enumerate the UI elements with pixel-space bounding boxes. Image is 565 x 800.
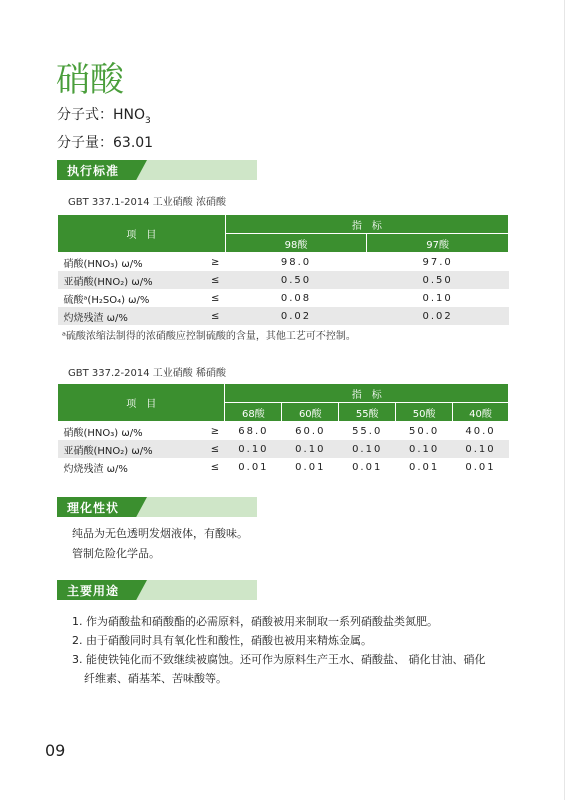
list-item: 1. 作为硝酸盐和硝酸酯的必需原料，硝酸被用来制取一系列硝酸盐类氮肥。 <box>72 615 438 628</box>
item-header: 项 目 <box>58 215 226 253</box>
item-header: 项 目 <box>58 384 225 422</box>
row-name: 硝酸(HNO₃) ω/% <box>63 427 143 439</box>
row-name: 亚硝酸(HNO₂) ω/% <box>58 271 206 289</box>
row-value: 0.10 <box>339 440 396 458</box>
row-operator: ≥ <box>210 425 220 437</box>
row-value: 60.0 <box>295 425 326 437</box>
row-value: 0.10 <box>453 440 509 458</box>
page-number: 09 <box>45 741 66 760</box>
row-name: 灼烧残渣 ω/% <box>63 463 128 475</box>
row-value: 0.01 <box>295 461 326 473</box>
index-header: 指 标 <box>225 384 509 403</box>
uses-list <box>72 612 512 688</box>
list-item: 3. 能使铁钝化而不致继续被腐蚀。还可作为原料生产王水、硝酸盐、 硝化甘油、硝化 <box>72 653 486 666</box>
index-header: 指 标 <box>225 215 508 234</box>
row-value: 0.50 <box>225 271 367 289</box>
section-header-properties <box>57 497 257 517</box>
formula-subscript: 3 <box>145 115 151 126</box>
chemical-info <box>57 104 153 154</box>
column-header: 60酸 <box>282 403 339 422</box>
table1-caption: GBT 337.1-2014 工业硝酸 浓硝酸 <box>68 197 226 208</box>
row-value: 0.10 <box>225 440 282 458</box>
table-row <box>58 440 509 458</box>
list-item-continuation: 纤维素、硝基苯、苦味酸等。 <box>84 672 227 685</box>
row-value: 0.01 <box>352 461 383 473</box>
properties-text <box>72 524 248 564</box>
row-value: 0.10 <box>282 440 339 458</box>
table-row <box>58 458 509 476</box>
row-value: 97.0 <box>422 256 453 268</box>
section-title: 执行标准 <box>67 164 120 178</box>
table1-footnote: ᵃ硫酸浓缩法制得的浓硝酸应控制硫酸的含量，其他工艺可不控制。 <box>62 331 356 342</box>
page-title: 硝酸 <box>56 60 124 100</box>
table2-caption: GBT 337.2-2014 工业硝酸 稀硝酸 <box>68 368 226 379</box>
table-row <box>58 422 509 441</box>
row-operator: ≤ <box>210 461 220 473</box>
row-value: 0.10 <box>422 292 453 304</box>
molecular-formula <box>57 104 153 132</box>
table-row <box>58 271 509 289</box>
table-row <box>58 289 509 307</box>
row-value: 0.01 <box>408 461 440 473</box>
row-value: 0.01 <box>465 461 496 473</box>
row-name: 灼烧残渣 ω/% <box>58 307 206 325</box>
table-dilute <box>57 383 509 476</box>
molecular-weight: 分子量：63.01 <box>57 134 154 151</box>
row-name: 硫酸ᵃ(H₂SO₄) ω/% <box>63 294 150 306</box>
list-item: 2. 由于硝酸同时具有氧化性和酸性，硝酸也被用来精炼金属。 <box>72 634 372 647</box>
row-value: 0.10 <box>396 440 453 458</box>
section-header-standard <box>57 160 257 180</box>
row-operator: ≥ <box>210 256 220 268</box>
row-value: 55.0 <box>352 425 383 437</box>
column-header: 68酸 <box>225 403 282 422</box>
row-operator: ≤ <box>205 271 225 289</box>
row-value: 0.02 <box>225 307 367 325</box>
row-operator: ≤ <box>210 292 220 304</box>
row-operator: ≤ <box>205 307 225 325</box>
row-value: 0.01 <box>238 461 269 473</box>
property-line: 纯品为无色透明发烟液体，有酸味。 <box>72 527 248 540</box>
row-value: 68.0 <box>238 425 269 437</box>
column-header: 50酸 <box>396 403 453 422</box>
row-value: 0.02 <box>367 307 509 325</box>
formula-label: 分子式：HNO <box>57 107 146 123</box>
row-value: 40.0 <box>465 425 496 437</box>
table-row <box>58 253 509 272</box>
section-header-uses <box>57 580 257 600</box>
row-name: 亚硝酸(HNO₂) ω/% <box>58 440 206 458</box>
column-header: 98酸 <box>225 234 367 253</box>
row-value: 0.50 <box>367 271 509 289</box>
column-header: 55酸 <box>339 403 396 422</box>
row-value: 0.08 <box>280 292 312 304</box>
section-title: 理化性状 <box>67 501 120 515</box>
row-name: 硝酸(HNO₃) ω/% <box>63 258 143 270</box>
table-concentrated <box>57 214 509 325</box>
table-row <box>58 307 509 325</box>
row-value: 98.0 <box>280 256 312 268</box>
section-title: 主要用途 <box>67 584 120 598</box>
column-header: 97酸 <box>367 234 509 253</box>
property-line: 管制危险化学品。 <box>72 547 160 560</box>
column-header: 40酸 <box>453 403 509 422</box>
row-operator: ≤ <box>205 440 225 458</box>
row-value: 50.0 <box>408 425 440 437</box>
